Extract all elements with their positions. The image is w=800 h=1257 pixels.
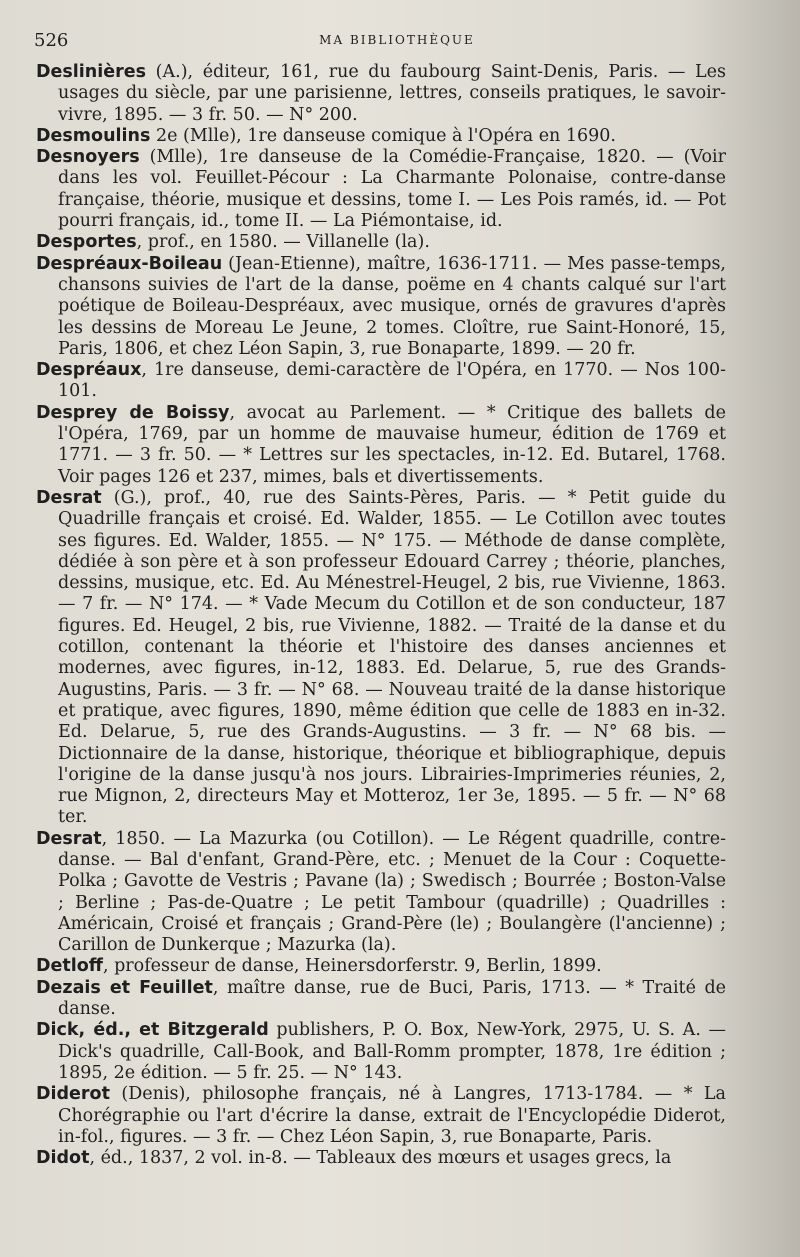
entry-didot: [36, 1148, 726, 1169]
entry-diderot: [36, 1084, 726, 1148]
page-number: 526: [34, 30, 69, 51]
entry-text: , 1850. — La Mazurka (ou Cotillon). — Le Régent quadrille, contre-danse. — Bal d'enfant, Grand-Père, etc. ; Menuet de la Cour : Coquette-Polka ; Gavotte de Vestris ; Pavane (la) ; Swedisch ; Bourrée ; Boston-Valse ; Berline ; Pas-de-Quatre ; Le petit Tambour (quadrille) ; Quadrilles : Américain, Croisé et français ; Grand-Père (le) ; Boulangère (l'ancienne) ; Carillon de Dunkerque ; Mazurka (la).: [58, 828, 726, 956]
entry-text: , éd., 1837, 2 vol. in-8. — Tableaux des mœurs et usages grecs, la: [89, 1148, 672, 1169]
entry-text: (A.), éditeur, 161, rue du faubourg Saint-Denis, Paris. — Les usages du siècle, par une parisienne, lettres, conseils pratiques, le savoir-vivre, 1895. — 3 fr. 50. — N° 200.: [58, 62, 726, 125]
entry-dick-bitzgerald: [36, 1020, 726, 1084]
entry-desrat-g: [36, 488, 726, 829]
entry-desportes: [36, 232, 726, 253]
running-head: MA BIBLIOTHÈQUE: [319, 33, 475, 47]
entry-desmoulins: [36, 126, 726, 147]
entry-heading: Detloff: [36, 956, 103, 977]
entry-heading: Deslinières: [36, 62, 147, 82]
entry-text: publishers, P. O. Box, New-York, 2975, U. S. A. — Dick's quadrille, Call-Book, and Ball-Romm prompter, 1878, 1re édition ; 1895, 2e édition. — 5 fr. 25. — N° 143.: [58, 1020, 726, 1083]
entry-desprey-de-boissy: [36, 403, 726, 488]
entry-heading: Dick, éd., et Bitzgerald: [36, 1020, 269, 1041]
entry-heading: Diderot: [36, 1084, 110, 1105]
entry-desnoyers: [36, 147, 726, 232]
entry-heading: Didot: [36, 1148, 90, 1169]
entry-heading: Desnoyers: [36, 147, 140, 168]
entry-text: 2e (Mlle), 1re danseuse comique à l'Opéra en 1690.: [150, 125, 616, 146]
page-header: [34, 30, 760, 54]
entry-heading: Desrat: [36, 487, 102, 508]
entry-dezais-feuillet: [36, 978, 726, 1021]
entry-text: , professeur de danse, Heinersdorferstr. 9, Berlin, 1899.: [102, 956, 602, 977]
entry-heading: Despréaux-Boileau: [36, 253, 223, 274]
entry-text: (Denis), philosophe français, né à Langres, 1713-1784. — * La Chorégraphie ou l'art d'écrire la danse, extrait de l'Encyclopédie Diderot, in-fol., figures. — 3 fr. — Chez Léon Sapin, 3, rue Bonaparte, Paris.: [58, 1084, 726, 1147]
entry-despreaux-boileau: [36, 254, 726, 360]
entry-text: (Jean-Etienne), maître, 1636-1711. — Mes passe-temps, chansons suivies de l'art de la danse, poëme en 4 chants calqué sur l'art poétique de Boileau-Despréaux, avec musique, ornés de gravures d'après les dessins de Moreau Le Jeune, 2 tomes. Cloître, rue Saint-Honoré, 15, Paris, 1806, et chez Léon Sapin, 3, rue Bonaparte, 1899. — 20 fr.: [58, 253, 726, 359]
entry-text: , maître danse, rue de Buci, Paris, 1713. — * Traité de danse.: [58, 977, 726, 1020]
entry-text: (Mlle), 1re danseuse de la Comédie-Française, 1820. — (Voir dans les vol. Feuillet-Pécour : La Charmante Polonaise, contre-danse française, théorie, musique et dessins, tome I. — Les Pois ramés, id. — Pot pourri français, id., tome II. — La Piémontaise, id.: [58, 147, 726, 232]
entry-despreaux: [36, 360, 726, 403]
entry-detloff: [36, 956, 726, 977]
entry-text: (G.), prof., 40, rue des Saints-Pères, Paris. — * Petit guide du Quadrille français et croisé. Ed. Walder, 1855. — Le Cotillon avec toutes ses figures. Ed. Walder, 1855. — N° 175. — Méthode de danse complète, dédiée à son père et à son professeur Edouard Carrey ; théorie, planches, dessins, musique, etc. Ed. Au Ménestrel-Heugel, 2 bis, rue Vivienne, 1863. — 7 fr. — N° 174. — * Vade Mecum du Cotillon et de son conducteur, 187 figures. Ed. Heugel, 2 bis, rue Vivienne, 1882. — Traité de la danse et du cotillon, contenant la théorie et l'histoire des danses anciennes et modernes, avec figures, in-12, 1883. Ed. Delarue, 5, rue des Grands-Augustins, Paris. — 3 fr. — N° 68. — Nouveau traité de la danse historique et pratique, avec figures, 1890, même édition que celle de 1883 en in-32. Ed. Delarue, 5, rue des Grands-Augustins. — 3 fr. — N° 68 bis. — Dictionnaire de la danse, historique, théorique et bibliographique, depuis l'origine de la danse jusqu'à nos jours. Librairies-Imprimeries réunies, 2, rue Mignon, 2, directeurs May et Motteroz, 1er 3e, 1895. — 5 fr. — N° 68 ter.: [58, 487, 726, 828]
entry-heading: Desmoulins: [36, 125, 151, 146]
entry-heading: Despréaux: [36, 360, 142, 381]
entry-heading: Dezais et Feuillet: [36, 977, 213, 998]
entry-text: , 1re danseuse, demi-caractère de l'Opéra, en 1770. — Nos 100-101.: [58, 360, 726, 402]
entry-text: , avocat au Parlement. — * Critique des ballets de l'Opéra, 1769, par un homme de mauvaise humeur, édition de 1769 et 1771. — 3 fr. 50. — * Lettres sur les spectacles, in-12. Ed. Butarel, 1768. Voir pages 126 et 237, mimes, bals et divertissements.: [58, 402, 726, 487]
bibliography-entries: [36, 62, 726, 1169]
entry-heading: Desrat: [36, 828, 102, 849]
entry-heading: Desprey de Boissy: [36, 402, 230, 423]
entry-desrat-1850: [36, 829, 726, 957]
entry-deslinieres: [36, 62, 726, 126]
entry-heading: Desportes: [36, 232, 137, 253]
entry-text: , prof., en 1580. — Villanelle (la).: [136, 232, 430, 253]
